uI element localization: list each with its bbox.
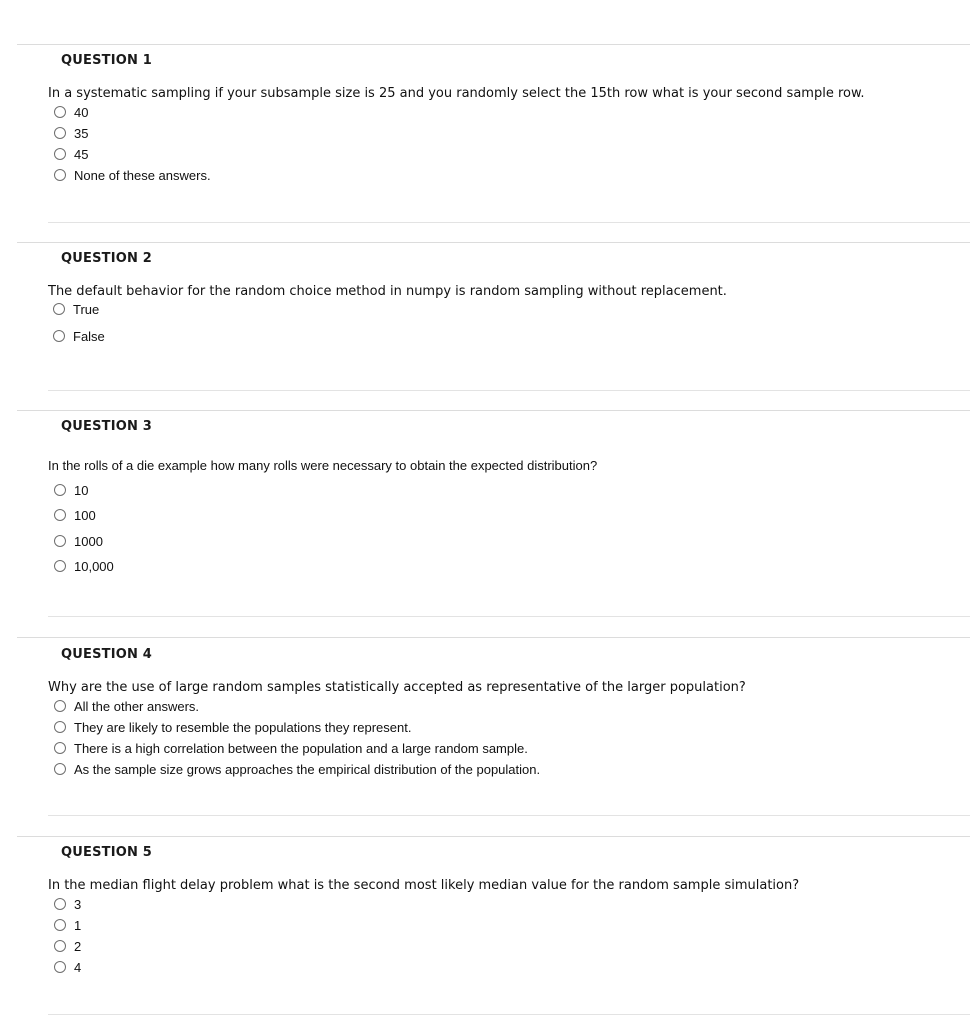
answer-option-none[interactable] <box>54 167 211 183</box>
question-divider <box>17 836 970 837</box>
question-bottom-divider <box>48 616 970 617</box>
radio-button[interactable] <box>54 940 66 952</box>
answer-option-resemble[interactable] <box>54 719 411 735</box>
radio-button[interactable] <box>54 763 66 775</box>
answer-option-false[interactable] <box>53 328 105 344</box>
answer-option-1[interactable] <box>54 917 81 933</box>
answer-option-label: False <box>73 328 105 344</box>
answer-option-40[interactable] <box>54 104 88 120</box>
question-prompt: The default behavior for the random choice method in numpy is random sampling without replacement. <box>48 284 727 299</box>
answer-option-label: 40 <box>74 104 89 120</box>
answer-option-4[interactable] <box>54 959 81 975</box>
radio-button[interactable] <box>54 535 66 547</box>
question-bottom-divider <box>48 390 970 391</box>
radio-button[interactable] <box>54 509 66 521</box>
radio-button[interactable] <box>53 330 65 342</box>
question-divider <box>17 637 970 638</box>
radio-button[interactable] <box>54 169 66 181</box>
answer-option-35[interactable] <box>54 125 88 141</box>
radio-button[interactable] <box>54 127 66 139</box>
answer-option-label: 3 <box>74 896 82 912</box>
radio-button[interactable] <box>54 700 66 712</box>
answer-option-label: 1 <box>74 917 82 933</box>
answer-option-10000[interactable] <box>54 558 114 574</box>
question-prompt: In a systematic sampling if your subsample size is 25 and you randomly select the 15th row what is your second sample row. <box>48 86 865 101</box>
question-title: QUESTION 2 <box>61 251 153 266</box>
answer-option-all-other[interactable] <box>54 698 199 714</box>
answer-option-label: They are likely to resemble the populations they represent. <box>74 719 412 735</box>
answer-option-label: As the sample size grows approaches the empirical distribution of the population. <box>74 761 541 777</box>
answer-option-2[interactable] <box>54 938 81 954</box>
answer-option-label: All the other answers. <box>74 698 200 714</box>
question-title: QUESTION 5 <box>61 845 153 860</box>
answer-option-label: True <box>73 301 100 317</box>
answer-option-label: 10 <box>74 482 89 498</box>
answer-option-true[interactable] <box>53 301 99 317</box>
answer-option-label: 4 <box>74 959 82 975</box>
question-prompt: In the median flight delay problem what is the second most likely median value for the random sample simulation? <box>48 878 800 893</box>
radio-button[interactable] <box>54 961 66 973</box>
answer-option-label: 1000 <box>74 533 103 549</box>
answer-option-3[interactable] <box>54 896 81 912</box>
answer-option-45[interactable] <box>54 146 88 162</box>
answer-option-label: 2 <box>74 938 82 954</box>
answer-option-label: 10,000 <box>74 558 114 574</box>
answer-option-label: 35 <box>74 125 89 141</box>
question-prompt: Why are the use of large random samples statistically accepted as representative of the larger population? <box>48 680 746 695</box>
question-bottom-divider <box>48 815 970 816</box>
question-title: QUESTION 4 <box>61 647 153 662</box>
radio-button[interactable] <box>54 721 66 733</box>
radio-button[interactable] <box>54 484 66 496</box>
radio-button[interactable] <box>54 919 66 931</box>
radio-button[interactable] <box>53 303 65 315</box>
answer-option-1000[interactable] <box>54 533 103 549</box>
answer-option-label: 100 <box>74 507 96 523</box>
question-divider <box>17 242 970 243</box>
answer-option-correlation[interactable] <box>54 740 528 756</box>
answer-option-empirical[interactable] <box>54 761 540 777</box>
answer-option-10[interactable] <box>54 482 88 498</box>
radio-button[interactable] <box>54 742 66 754</box>
question-title: QUESTION 3 <box>61 419 153 434</box>
answer-option-label: None of these answers. <box>74 167 211 183</box>
question-divider <box>17 410 970 411</box>
radio-button[interactable] <box>54 560 66 572</box>
question-bottom-divider <box>48 222 970 223</box>
answer-option-100[interactable] <box>54 507 96 523</box>
answer-option-label: 45 <box>74 146 89 162</box>
question-divider <box>17 44 970 45</box>
radio-button[interactable] <box>54 106 66 118</box>
answer-option-label: There is a high correlation between the population and a large random sample. <box>74 740 528 756</box>
radio-button[interactable] <box>54 898 66 910</box>
question-title: QUESTION 1 <box>61 53 153 68</box>
question-bottom-divider <box>48 1014 970 1015</box>
radio-button[interactable] <box>54 148 66 160</box>
question-prompt: In the rolls of a die example how many rolls were necessary to obtain the expected distribution? <box>48 458 598 473</box>
